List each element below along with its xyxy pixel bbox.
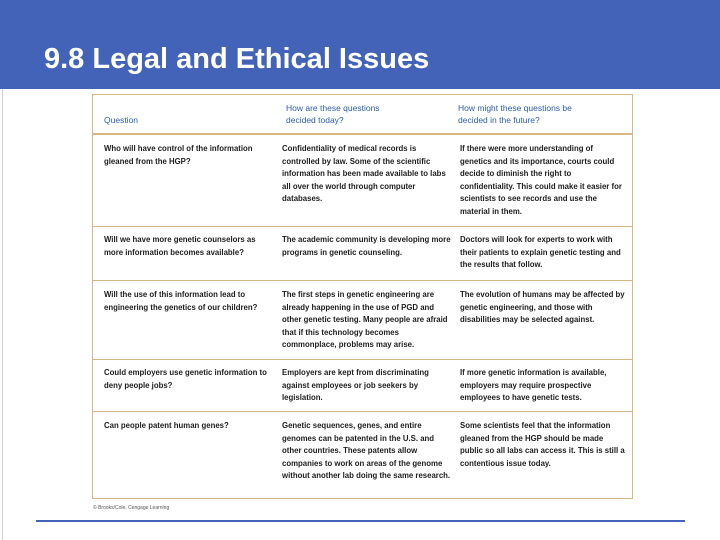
table-row-1-future: If there were more understanding of genetics and its importance, courts could decide to diminish the right to confidentiality. This could make it easier for scientists to see records and use the material in them. [460, 144, 622, 216]
title-bar [0, 0, 720, 89]
footer-rule [36, 520, 685, 522]
slide-title: 9.8 Legal and Ethical Issues [44, 43, 430, 75]
table-row-3-future: The evolution of humans may be affected by genetic engineering, and those with disabilities may be selected against. [460, 290, 625, 325]
column-header-today: How are these questions decided today? [286, 103, 380, 125]
column-header-question: Question [104, 115, 139, 125]
table-row-1-question: Who will have control of the information gleaned from the HGP? [104, 144, 253, 166]
table-row-5-question: Can people patent human genes? [104, 421, 229, 430]
header-divider [93, 133, 632, 135]
table-row-2-today: The academic community is developing more programs in genetic counseling. [282, 235, 451, 257]
table-row-1-today: Confidentiality of medical records is controlled by law. Some of the scientific information has been made available to labs all over the world through computer databases. [282, 144, 446, 204]
issues-table [92, 94, 633, 499]
row-divider [93, 226, 632, 227]
row-divider [93, 280, 632, 281]
table-row-5-future: Some scientists feel that the information gleaned from the HGP should be made public so all labs can access it. This is still a contentious issue today. [460, 421, 625, 468]
row-divider [93, 411, 632, 412]
table-row-4-today: Employers are kept from discriminating against employees or job seekers by legislation. [282, 368, 429, 403]
table-row-4-future: If more genetic information is available, employers may require prospective employees to have genetic tests. [460, 368, 607, 403]
image-credit: © Brooks/Cole, Cengage Learning [93, 505, 170, 511]
table-row-3-question: Will the use of this information lead to engineering the genetics of our children? [104, 290, 258, 312]
column-header-future: How might these questions be decided in the future? [458, 103, 572, 125]
table-row-3-today: The first steps in genetic engineering are already happening in the use of PGD and other genetic testing. Many people are afraid that if this technology becomes commonplace, problems may arise. [282, 290, 448, 350]
table-row-2-future: Doctors will look for experts to work with their patients to explain genetic testing and the results that follow. [460, 235, 621, 270]
table-row-5-today: Genetic sequences, genes, and entire genomes can be patented in the U.S. and other countries. These patents allow companies to work on areas of the genome without another lab doing the same research. [282, 421, 451, 481]
left-divider [2, 89, 3, 540]
row-divider [93, 359, 632, 360]
table-row-4-question: Could employers use genetic information to deny people jobs? [104, 368, 267, 390]
table-row-2-question: Will we have more genetic counselors as more information becomes available? [104, 235, 256, 257]
